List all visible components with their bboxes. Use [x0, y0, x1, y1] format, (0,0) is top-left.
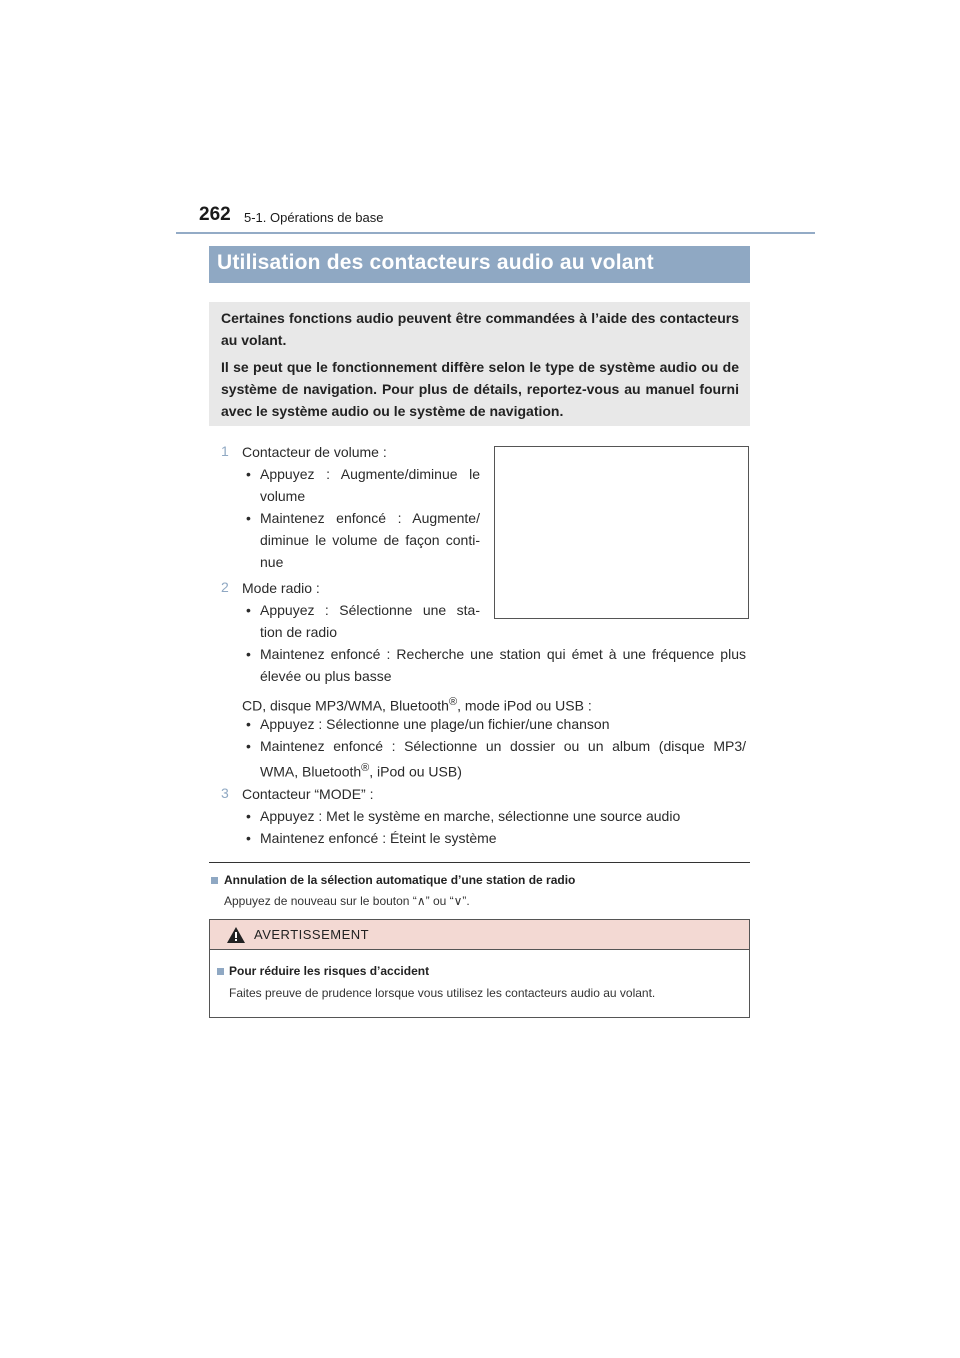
- page-title: Utilisation des contacteurs audio au volant: [217, 251, 654, 274]
- item-number-2: 2: [221, 579, 229, 595]
- section-reference: 5-1. Opérations de base: [244, 210, 384, 225]
- square-bullet-icon: [211, 877, 218, 884]
- item-number-3: 3: [221, 785, 229, 801]
- warning-title: Pour réduire les risques d’accident: [229, 964, 430, 978]
- item-3-bullet-1: Appuyez : Met le système en marche, sélectionne une source audio: [260, 808, 681, 824]
- bullet-marker: •: [246, 808, 251, 824]
- cd-bullet-2-line-2: WMA, Bluetooth®, iPod ou USB): [260, 762, 462, 780]
- item-2-bullet-2-line-1: Maintenez enfoncé : Recherche une station qui émet à une fréquence plus: [260, 646, 746, 662]
- cd-mode-heading: CD, disque MP3/WMA, Bluetooth®, mode iPod ou USB :: [242, 696, 592, 714]
- item-1-bullet-1-line-1: Appuyez : Augmente/diminue le: [260, 466, 480, 482]
- item-number-1: 1: [221, 443, 229, 459]
- note-text: Appuyez de nouveau sur le bouton “∧” ou “∨”.: [224, 894, 470, 908]
- item-1-title: Contacteur de volume :: [242, 444, 387, 460]
- item-2-bullet-2-line-2: élevée ou plus basse: [260, 668, 392, 684]
- warning-header: [210, 920, 749, 950]
- intro-box: [209, 302, 750, 426]
- section-divider: [209, 862, 750, 863]
- bullet-marker: •: [246, 646, 251, 662]
- registered-mark: ®: [361, 762, 370, 774]
- warning-triangle-icon: [226, 926, 246, 944]
- bullet-marker: •: [246, 466, 251, 482]
- item-2-bullet-1-line-1: Appuyez : Sélectionne une sta-: [260, 602, 480, 618]
- up-arrow-icon: ∧: [416, 894, 426, 908]
- intro-paragraph-2: Il se peut que le fonctionnement diffère selon le type de système audio ou de système de navigation. Pour plus de détails, reportez-vous au manuel fourni avec le système audio ou le système de navigation.: [221, 359, 739, 419]
- item-1-bullet-2-line-3: nue: [260, 554, 284, 570]
- down-arrow-icon: ∨: [453, 894, 463, 908]
- steering-switch-illustration: [494, 446, 749, 619]
- bullet-marker: •: [246, 738, 251, 754]
- registered-mark: ®: [448, 696, 458, 708]
- square-bullet-icon: [217, 968, 224, 975]
- item-1-bullet-2-line-2: diminue le volume de façon conti-: [260, 532, 480, 548]
- note-title: Annulation de la sélection automatique d’une station de radio: [224, 873, 576, 887]
- intro-paragraph-1: Certaines fonctions audio peuvent être commandées à l’aide des contacteurs au volant.: [221, 310, 739, 348]
- item-1-bullet-1-line-2: volume: [260, 488, 306, 504]
- cd-bullet-2-line-1: Maintenez enfoncé : Sélectionne un dossier ou un album (disque MP3/: [260, 738, 746, 754]
- bullet-marker: •: [246, 830, 251, 846]
- page-number: 262: [199, 204, 231, 225]
- bullet-marker: •: [246, 510, 251, 526]
- warning-box: [209, 919, 750, 1018]
- item-3-title: Contacteur “MODE” :: [242, 786, 374, 802]
- item-3-bullet-2: Maintenez enfoncé : Éteint le système: [260, 830, 497, 846]
- header-divider: [176, 232, 815, 234]
- item-2-title: Mode radio :: [242, 580, 320, 596]
- warning-label: AVERTISSEMENT: [254, 927, 370, 942]
- cd-bullet-1: Appuyez : Sélectionne une plage/un fichier/une chanson: [260, 716, 610, 732]
- item-2-bullet-1-line-2: tion de radio: [260, 624, 338, 640]
- warning-text: Faites preuve de prudence lorsque vous utilisez les contacteurs audio au volant.: [229, 986, 656, 1000]
- bullet-marker: •: [246, 602, 251, 618]
- item-1-bullet-2-line-1: Maintenez enfoncé : Augmente/: [260, 510, 480, 526]
- bullet-marker: •: [246, 716, 251, 732]
- section-title-bar: [209, 246, 750, 283]
